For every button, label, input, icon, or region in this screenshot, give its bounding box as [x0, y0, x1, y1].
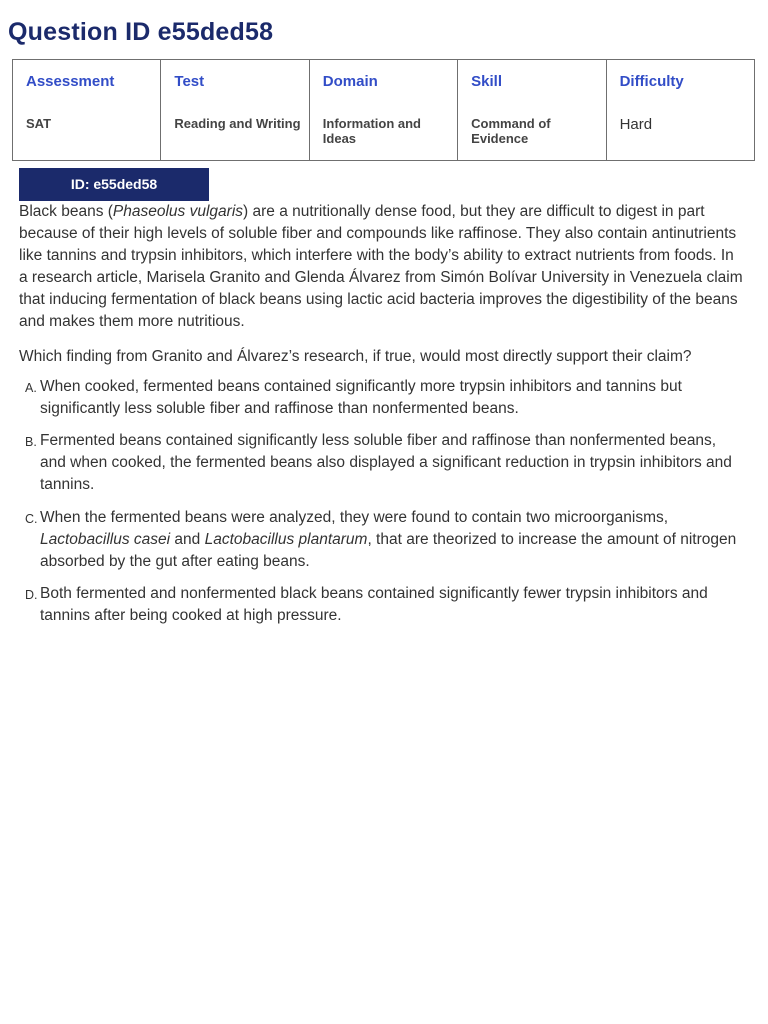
difficulty-value: Hard [619, 116, 653, 133]
difficulty-cell [606, 60, 754, 161]
choice-letter-c: C. [25, 512, 38, 526]
assessment-value: SAT [26, 116, 52, 131]
choice-c-part-1: When the fermented beans were analyzed, they were found to contain two microorganisms, [40, 509, 669, 526]
answer-choice-b[interactable] [19, 430, 743, 496]
domain-cell [309, 60, 457, 161]
page-title: Question ID e55ded58 [8, 18, 274, 46]
choice-letter-d: D. [25, 588, 38, 602]
domain-value: Information and Ideas [322, 116, 421, 146]
question-id-badge: ID: e55ded58 [19, 168, 209, 201]
choice-letter-b: B. [25, 435, 37, 449]
skill-header: Skill [471, 73, 503, 90]
choice-text-c [40, 507, 743, 573]
species-name: Phaseolus vulgaris [112, 203, 244, 220]
test-cell [161, 60, 309, 161]
assessment-cell [13, 60, 161, 161]
passage-text [19, 201, 743, 333]
choice-text-b: Fermented beans contained significantly less soluble fiber and raffinose than nonfermented beans, and when cooked, the fermented beans also displayed a significant reduction in trypsin inhibitors and tannins. [40, 432, 732, 493]
organism-name-1: Lactobacillus casei [40, 531, 171, 548]
test-value: Reading and Writing [174, 116, 301, 131]
choice-c-part-3: , that are theorized to increase the amount of nitrogen absorbed by the gut after eating beans. [40, 531, 737, 570]
skill-cell [458, 60, 606, 161]
skill-value: Command of Evidence [471, 116, 551, 146]
passage-part-1: Black beans ( [19, 203, 113, 220]
organism-name-2: Lactobacillus plantarum [204, 531, 368, 548]
test-header: Test [174, 73, 205, 90]
answer-choice-a[interactable] [19, 376, 743, 420]
choice-text-a: When cooked, fermented beans contained significantly more trypsin inhibitors and tannins but significantly less soluble fiber and raffinose than nonfermented beans. [40, 378, 682, 417]
assessment-header: Assessment [26, 73, 115, 90]
answer-choice-c[interactable] [19, 507, 743, 573]
passage-part-2: ) are a nutritionally dense food, but they are difficult to digest in part because of their high levels of soluble fiber and compounds like raffinose. They also contain antinutrients like tannins and trypsin inhibitors, which interfere with the body’s ability to extract nutrients from foods. In a research article, Marisela Granito and Glenda Álvarez from Simón Bolívar University in Venezuela claim that inducing fermentation of black beans using lactic acid bacteria improves the digestibility of the beans and makes them more nutritious. [19, 203, 743, 330]
choice-letter-a: A. [25, 381, 37, 395]
difficulty-header: Difficulty [619, 73, 684, 90]
domain-header: Domain [322, 73, 378, 90]
question-stem: Which finding from Granito and Álvarez’s research, if true, would most directly support their claim? [19, 348, 692, 365]
choice-c-part-2: and [170, 531, 205, 548]
question-metadata-table [12, 59, 755, 161]
answer-choice-d[interactable] [19, 583, 743, 627]
choice-text-d: Both fermented and nonfermented black beans contained significantly fewer trypsin inhibitors and tannins after being cooked at high pressure. [40, 585, 708, 624]
